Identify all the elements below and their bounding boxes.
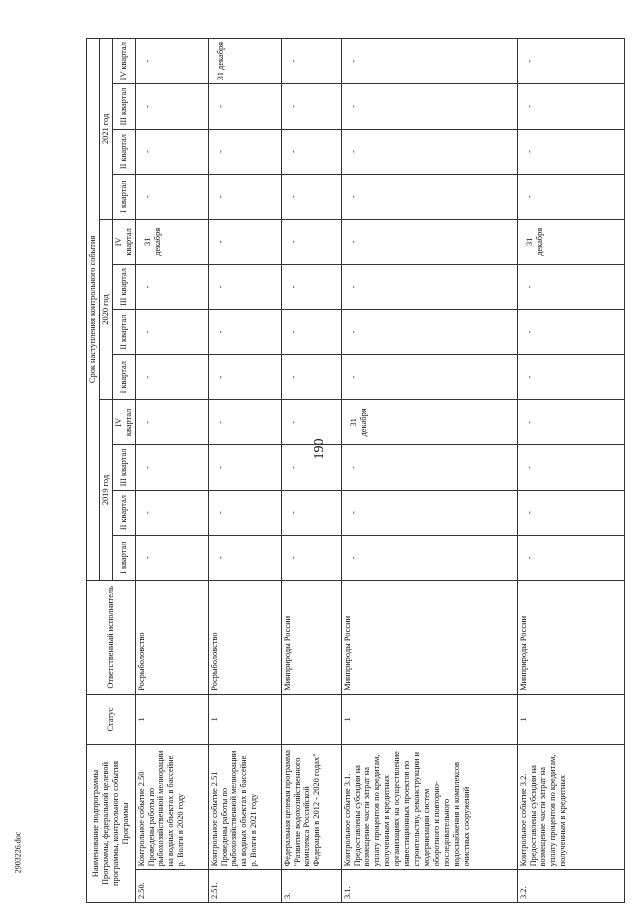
row-status: 1 (341, 694, 517, 744)
term-cell: - (208, 400, 281, 445)
term-cell: - (281, 129, 341, 174)
header-quarter: I квартал (112, 174, 135, 219)
row-name: Контрольное событие 2.50 Проведены работы по рыбохозяйственной мелиорации на водных объектах в бассейне р. Волги в 2020 году (135, 745, 208, 870)
term-cell: - (341, 84, 517, 129)
term-cell: - (208, 84, 281, 129)
term-cell: - (281, 310, 341, 355)
term-cell: 31 декабря (135, 219, 208, 264)
row-number: 3. (281, 870, 341, 903)
term-cell: - (341, 129, 517, 174)
term-cell: - (281, 400, 341, 445)
term-cell: - (208, 264, 281, 309)
term-cell: - (281, 219, 341, 264)
table-row (281, 39, 341, 903)
header-year-2021: 2021 год (99, 39, 112, 220)
term-cell: - (208, 129, 281, 174)
header-quarter: I квартал (112, 535, 135, 580)
header-quarter: II квартал (112, 310, 135, 355)
table-row (341, 39, 517, 903)
header-status: Статус (87, 694, 136, 744)
term-cell: - (517, 174, 624, 219)
row-executor: Росрыболовство (208, 580, 281, 694)
term-cell: - (341, 219, 517, 264)
term-cell: - (281, 39, 341, 84)
header-quarter: IV квартал (112, 39, 135, 84)
row-executor: Минприроды России (341, 580, 517, 694)
term-cell: - (135, 445, 208, 490)
term-cell: - (208, 535, 281, 580)
term-cell: - (341, 264, 517, 309)
term-cell: - (517, 490, 624, 535)
term-cell: - (135, 264, 208, 309)
term-cell: - (341, 445, 517, 490)
header-quarter: IV квартал (112, 219, 135, 264)
page-number: 190 (312, 438, 327, 460)
term-cell: - (281, 535, 341, 580)
term-cell: - (135, 400, 208, 445)
header-name: Наименование подпрограммы Программы, федеральной целевой программы, контрольного события Программы (87, 745, 136, 903)
row-status: 1 (208, 694, 281, 744)
header-executor: Ответственный исполнитель (87, 580, 136, 694)
header-quarter: III квартал (112, 445, 135, 490)
term-cell: 31 декабря (517, 219, 624, 264)
term-cell: - (517, 445, 624, 490)
header-quarter: III квартал (112, 84, 135, 129)
row-executor: Минприроды России (281, 580, 341, 694)
control-events-table (86, 38, 625, 903)
row-status (281, 694, 341, 744)
header-quarter: III квартал (112, 264, 135, 309)
rotated-table-container (86, 38, 618, 903)
term-cell: - (135, 535, 208, 580)
term-cell: - (281, 174, 341, 219)
term-cell: - (341, 174, 517, 219)
term-cell: - (135, 129, 208, 174)
term-cell: - (208, 174, 281, 219)
header-year-2020: 2020 год (99, 219, 112, 400)
header-year-2019: 2019 год (99, 400, 112, 581)
term-cell: - (135, 310, 208, 355)
term-cell: - (135, 355, 208, 400)
row-number: 2.50. (135, 870, 208, 903)
term-cell: - (341, 490, 517, 535)
term-cell: - (341, 535, 517, 580)
row-status: 1 (517, 694, 624, 744)
term-cell: - (208, 310, 281, 355)
header-term: Срок наступления контрольного события (87, 39, 100, 581)
term-cell: - (208, 445, 281, 490)
header-quarter: I квартал (112, 355, 135, 400)
table-row (517, 39, 624, 903)
term-cell: - (208, 219, 281, 264)
term-cell: - (517, 400, 624, 445)
document-filename: 2903226.doc (13, 831, 23, 874)
term-cell: - (517, 310, 624, 355)
term-cell: - (341, 310, 517, 355)
row-status: 1 (135, 694, 208, 744)
row-name: Контрольное событие 3.2. Предоставлены субсидии на возмещение части затрат на уплату процентов по кредитам, полученным в кредитных (517, 745, 624, 870)
term-cell: - (517, 129, 624, 174)
row-number: 3.1. (341, 870, 517, 903)
row-name: Контрольное событие 2.51 Проведены работы по рыбохозяйственной мелиорации на водных объектах в бассейне р. Волги в 2021 году (208, 745, 281, 870)
term-cell: - (517, 535, 624, 580)
term-cell: - (135, 174, 208, 219)
row-name: Контрольное событие 3.1. Предоставлены субсидии на возмещение части затрат на уплату процентов по кредитам, полученным в кредитных организациях на осуществление инвестиционных проектов по строительству, реконструкции и модернизации систем оборотного и повторно-последовательного водоснабжения и комплексов очистных сооружений (341, 745, 517, 870)
row-number: 2.51. (208, 870, 281, 903)
term-cell: - (281, 490, 341, 535)
header-quarter: II квартал (112, 129, 135, 174)
table-row (135, 39, 208, 903)
term-cell: - (281, 84, 341, 129)
term-cell: - (135, 84, 208, 129)
header-quarter: IV квартал (112, 400, 135, 445)
term-cell: - (281, 264, 341, 309)
term-cell: 31 декабря (208, 39, 281, 84)
term-cell: - (517, 264, 624, 309)
row-executor: Минприроды России (517, 580, 624, 694)
header-quarter: II квартал (112, 490, 135, 535)
term-cell: - (208, 490, 281, 535)
term-cell: - (208, 355, 281, 400)
row-name: Федеральная целевая программа "Развитие водохозяйственного комплекса Российской Федерации в 2012 - 2020 годах" (281, 745, 341, 870)
term-cell: - (135, 39, 208, 84)
term-cell: - (517, 355, 624, 400)
term-cell: - (341, 39, 517, 84)
row-executor: Росрыболовство (135, 580, 208, 694)
term-cell: - (281, 355, 341, 400)
term-cell: - (281, 445, 341, 490)
term-cell: 31 декабря (341, 400, 517, 445)
term-cell: - (517, 39, 624, 84)
term-cell: - (517, 84, 624, 129)
table-row (208, 39, 281, 903)
term-cell: - (341, 355, 517, 400)
row-number: 3.2. (517, 870, 624, 903)
term-cell: - (135, 490, 208, 535)
